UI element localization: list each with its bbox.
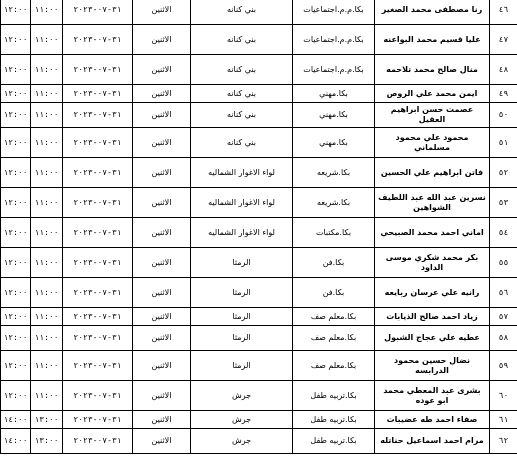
date-cell: ٣١-٠٧-٢٠٢٣ <box>63 326 133 351</box>
specialization-cell: بكا.تربيه طفل <box>293 411 375 429</box>
specialization-cell: بكا.مهني <box>293 85 375 103</box>
table-row <box>1 55 517 85</box>
directorate-cell: الرمثا <box>191 308 293 326</box>
start-time-cell: ١٣:٠٠ <box>31 411 63 429</box>
end-time-cell: ١٢:٠٠ <box>1 103 31 128</box>
date-cell: ٣١-٠٧-٢٠٢٣ <box>63 0 133 25</box>
end-time-cell: ١٤:٠٠ <box>1 411 31 429</box>
end-time-cell: ١٢:٠٠ <box>1 25 31 55</box>
specialization-cell: بكا.مهني <box>293 128 375 158</box>
start-time-cell: ١١:٠٠ <box>31 55 63 85</box>
student-name-cell: رنا مصطفى محمد الصغير <box>375 0 490 25</box>
date-cell: ٣١-٠٧-٢٠٢٣ <box>63 429 133 454</box>
day-cell: الاثنين <box>133 158 191 188</box>
end-time-cell: ١٢:٠٠ <box>1 188 31 218</box>
date-cell: ٣١-٠٧-٢٠٢٣ <box>63 381 133 411</box>
directorate-cell: الرمثا <box>191 248 293 278</box>
table-row <box>1 351 517 381</box>
student-name-cell: نسرين عبد الله عبد اللطيف الشواهين <box>375 188 490 218</box>
date-cell: ٣١-٠٧-٢٠٢٣ <box>63 351 133 381</box>
start-time-cell: ١١:٠٠ <box>31 351 63 381</box>
specialization-cell: بكا.تربيه طفل <box>293 429 375 454</box>
start-time-cell: ١١:٠٠ <box>31 308 63 326</box>
date-cell: ٣١-٠٧-٢٠٢٣ <box>63 188 133 218</box>
start-time-cell: ١١:٠٠ <box>31 248 63 278</box>
end-time-cell: ١٢:٠٠ <box>1 0 31 25</box>
row-number-cell: ٥٩ <box>490 351 517 381</box>
day-cell: الاثنين <box>133 85 191 103</box>
date-cell: ٣١-٠٧-٢٠٢٣ <box>63 308 133 326</box>
row-number-cell: ٥٣ <box>490 188 517 218</box>
student-name-cell: عليا قسيم محمد البواعنه <box>375 25 490 55</box>
specialization-cell: بكا.مهني <box>293 103 375 128</box>
row-number-cell: ٥٢ <box>490 158 517 188</box>
end-time-cell: ١٢:٠٠ <box>1 158 31 188</box>
student-name-cell: فاتن ابراهيم علي الحسين <box>375 158 490 188</box>
row-number-cell: ٥٥ <box>490 248 517 278</box>
date-cell: ٣١-٠٧-٢٠٢٣ <box>63 278 133 308</box>
student-name-cell: محمود علي محمود مسلماني <box>375 128 490 158</box>
day-cell: الاثنين <box>133 103 191 128</box>
day-cell: الاثنين <box>133 188 191 218</box>
day-cell: الاثنين <box>133 351 191 381</box>
start-time-cell: ١١:٠٠ <box>31 128 63 158</box>
start-time-cell: ١١:٠٠ <box>31 0 63 25</box>
end-time-cell: ١٤:٠٠ <box>1 429 31 454</box>
date-cell: ٣١-٠٧-٢٠٢٣ <box>63 103 133 128</box>
day-cell: الاثنين <box>133 411 191 429</box>
start-time-cell: ١١:٠٠ <box>31 218 63 248</box>
specialization-cell: بكا.معلم صف <box>293 351 375 381</box>
specialization-cell: بكا.فن <box>293 278 375 308</box>
directorate-cell: بني كنانه <box>191 85 293 103</box>
specialization-cell: بكا.معلم صف <box>293 326 375 351</box>
row-number-cell: ٥٧ <box>490 308 517 326</box>
student-name-cell: نضال حسين محمود الدرابسه <box>375 351 490 381</box>
end-time-cell: ١٢:٠٠ <box>1 326 31 351</box>
start-time-cell: ١١:٠٠ <box>31 25 63 55</box>
table-row <box>1 103 517 128</box>
directorate-cell: الرمثا <box>191 351 293 381</box>
date-cell: ٣١-٠٧-٢٠٢٣ <box>63 158 133 188</box>
table-row <box>1 326 517 351</box>
table-row <box>1 381 517 411</box>
row-number-cell: ٥٨ <box>490 326 517 351</box>
student-name-cell: رانيه علي عرسان ربايعه <box>375 278 490 308</box>
table-row <box>1 248 517 278</box>
day-cell: الاثنين <box>133 326 191 351</box>
student-name-cell: بشرى عبد المعطي محمد ابو عوده <box>375 381 490 411</box>
start-time-cell: ١٣:٠٠ <box>31 429 63 454</box>
end-time-cell: ١٢:٠٠ <box>1 248 31 278</box>
end-time-cell: ١٢:٠٠ <box>1 308 31 326</box>
table-row <box>1 411 517 429</box>
table-row <box>1 0 517 25</box>
directorate-cell: بني كنانه <box>191 0 293 25</box>
student-name-cell: بكر محمد شكري موسى الداود <box>375 248 490 278</box>
specialization-cell: بكا.شريعه <box>293 188 375 218</box>
day-cell: الاثنين <box>133 429 191 454</box>
day-cell: الاثنين <box>133 0 191 25</box>
table-row <box>1 158 517 188</box>
day-cell: الاثنين <box>133 278 191 308</box>
end-time-cell: ١٢:٠٠ <box>1 55 31 85</box>
table-row <box>1 278 517 308</box>
end-time-cell: ١٢:٠٠ <box>1 278 31 308</box>
directorate-cell: لواء الاغوار الشماليه <box>191 218 293 248</box>
date-cell: ٣١-٠٧-٢٠٢٣ <box>63 85 133 103</box>
start-time-cell: ١١:٠٠ <box>31 85 63 103</box>
student-name-cell: عصمت حسن ابراهيم العقيل <box>375 103 490 128</box>
end-time-cell: ١٢:٠٠ <box>1 85 31 103</box>
day-cell: الاثنين <box>133 218 191 248</box>
row-number-cell: ٥١ <box>490 128 517 158</box>
row-number-cell: ٤٩ <box>490 85 517 103</box>
row-number-cell: ٥٠ <box>490 103 517 128</box>
date-cell: ٣١-٠٧-٢٠٢٣ <box>63 248 133 278</box>
table-row <box>1 308 517 326</box>
specialization-cell: بكا.م.م.اجتماعيات <box>293 25 375 55</box>
end-time-cell: ١٢:٠٠ <box>1 351 31 381</box>
directorate-cell: الرمثا <box>191 278 293 308</box>
end-time-cell: ١٢:٠٠ <box>1 218 31 248</box>
start-time-cell: ١١:٠٠ <box>31 158 63 188</box>
directorate-cell: جرش <box>191 411 293 429</box>
row-number-cell: ٤٧ <box>490 25 517 55</box>
date-cell: ٣١-٠٧-٢٠٢٣ <box>63 25 133 55</box>
start-time-cell: ١١:٠٠ <box>31 188 63 218</box>
day-cell: الاثنين <box>133 381 191 411</box>
directorate-cell: لواء الاغوار الشماليه <box>191 158 293 188</box>
student-name-cell: زياد احمد صالح الذيابات <box>375 308 490 326</box>
day-cell: الاثنين <box>133 55 191 85</box>
row-number-cell: ٦١ <box>490 411 517 429</box>
directorate-cell: لواء الاغوار الشماليه <box>191 188 293 218</box>
directorate-cell: جرش <box>191 381 293 411</box>
student-name-cell: اماني احمد محمد الصبيحي <box>375 218 490 248</box>
day-cell: الاثنين <box>133 308 191 326</box>
student-name-cell: ايمن محمد علي الروص <box>375 85 490 103</box>
date-cell: ٣١-٠٧-٢٠٢٣ <box>63 55 133 85</box>
directorate-cell: بني كنانه <box>191 128 293 158</box>
row-number-cell: ٤٨ <box>490 55 517 85</box>
specialization-cell: بكا.تربيه طفل <box>293 381 375 411</box>
table-row <box>1 218 517 248</box>
table-row <box>1 128 517 158</box>
row-number-cell: ٤٦ <box>490 0 517 25</box>
student-name-cell: صفاء احمد طه عضيبات <box>375 411 490 429</box>
end-time-cell: ١٢:٠٠ <box>1 128 31 158</box>
day-cell: الاثنين <box>133 128 191 158</box>
directorate-cell: بني كنانه <box>191 103 293 128</box>
date-cell: ٣١-٠٧-٢٠٢٣ <box>63 411 133 429</box>
student-name-cell: منال صالح محمد تلاحمه <box>375 55 490 85</box>
start-time-cell: ١١:٠٠ <box>31 326 63 351</box>
directorate-cell: بني كنانه <box>191 55 293 85</box>
day-cell: الاثنين <box>133 248 191 278</box>
specialization-cell: بكا.مكتبات <box>293 218 375 248</box>
student-name-cell: عطيه علي عجاج الشبول <box>375 326 490 351</box>
row-number-cell: ٦٢ <box>490 429 517 454</box>
directorate-cell: بني كنانه <box>191 25 293 55</box>
start-time-cell: ١١:٠٠ <box>31 278 63 308</box>
row-number-cell: ٥٤ <box>490 218 517 248</box>
table-row <box>1 85 517 103</box>
start-time-cell: ١١:٠٠ <box>31 103 63 128</box>
date-cell: ٣١-٠٧-٢٠٢٣ <box>63 128 133 158</box>
start-time-cell: ١١:٠٠ <box>31 381 63 411</box>
row-number-cell: ٦٠ <box>490 381 517 411</box>
table-row <box>1 25 517 55</box>
specialization-cell: بكا.شريعه <box>293 158 375 188</box>
row-number-cell: ٥٦ <box>490 278 517 308</box>
table-row <box>1 188 517 218</box>
specialization-cell: بكا.فن <box>293 248 375 278</box>
student-name-cell: مرام احمد اسماعيل حناتله <box>375 429 490 454</box>
day-cell: الاثنين <box>133 25 191 55</box>
specialization-cell: بكا.معلم صف <box>293 308 375 326</box>
specialization-cell: بكا.م.م.اجتماعيات <box>293 0 375 25</box>
table-row <box>1 429 517 454</box>
directorate-cell: جرش <box>191 429 293 454</box>
date-cell: ٣١-٠٧-٢٠٢٣ <box>63 218 133 248</box>
end-time-cell: ١٢:٠٠ <box>1 381 31 411</box>
specialization-cell: بكا.م.م.اجتماعيات <box>293 55 375 85</box>
directorate-cell: الرمثا <box>191 326 293 351</box>
